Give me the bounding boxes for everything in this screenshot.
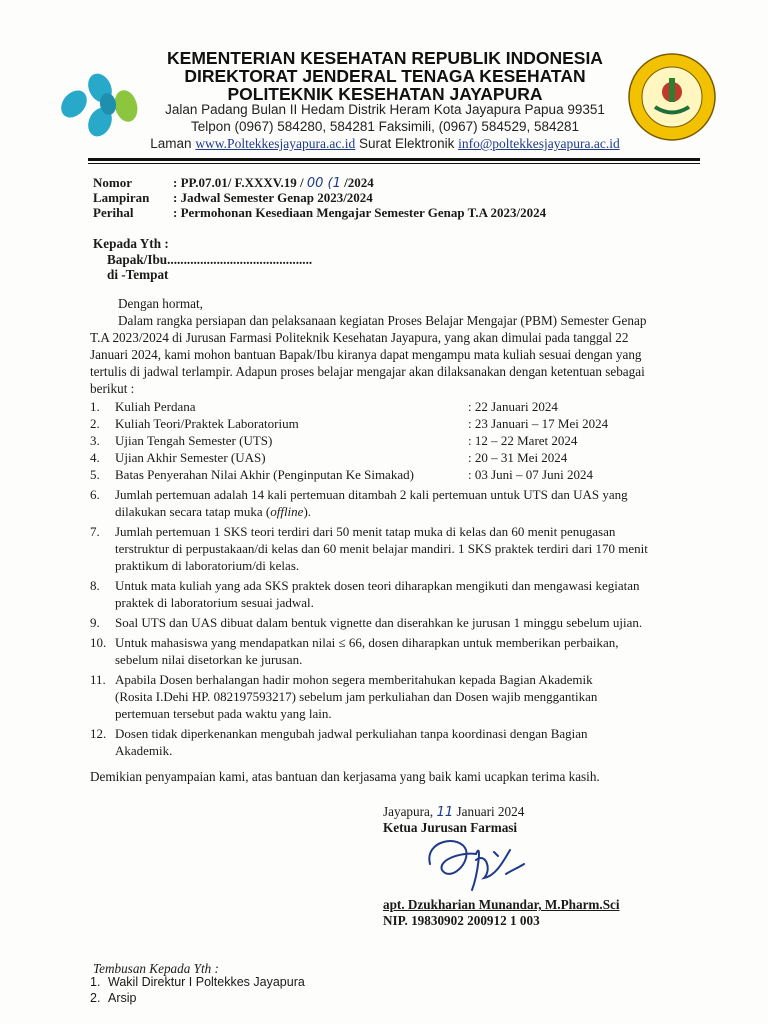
item-number: 9. bbox=[90, 615, 100, 630]
item-number: 2. bbox=[90, 991, 101, 1005]
signature-title: Ketua Jurusan Farmasi bbox=[383, 820, 518, 835]
greeting: Dengan hormat, bbox=[118, 296, 203, 311]
list-item bbox=[90, 725, 690, 759]
list-item bbox=[90, 432, 690, 449]
para-line-2: T.A 2023/2024 di Jurusan Farmasi Politeknik Kesehatan Jayapura, yang akan dimulai pada tanggal 22 bbox=[90, 330, 629, 345]
list-item bbox=[90, 449, 690, 466]
item-line-post: ). bbox=[303, 504, 312, 519]
letterhead-address: Jalan Padang Bulan II Hedam Distrik Heram Kota Jayapura Papua 99351 bbox=[165, 102, 605, 117]
item-number: 11. bbox=[90, 672, 106, 687]
recipient-heading: Kepada Yth : bbox=[93, 236, 169, 251]
place-date-handwritten: 11 bbox=[436, 805, 454, 820]
item-line-emphasis: offline bbox=[270, 504, 304, 519]
item-line: Akademik. bbox=[115, 743, 173, 758]
list-item bbox=[90, 974, 305, 990]
letterhead-ministry: KEMENTERIAN KESEHATAN REPUBLIK INDONESIA bbox=[167, 48, 603, 68]
nomor-year: /2024 bbox=[344, 175, 374, 190]
signatory-nip: NIP. 19830902 200912 1 003 bbox=[383, 913, 540, 928]
item-line-pre: dilakukan secara tatap muka ( bbox=[115, 504, 271, 519]
item-number: 6. bbox=[90, 487, 100, 502]
web-label: Laman bbox=[150, 136, 192, 151]
letterhead-phone: Telpon (0967) 584280, 584281 Faksimili, (0967) 584529, 584281 bbox=[190, 119, 580, 134]
cc-list bbox=[90, 974, 305, 1006]
item-number: 5. bbox=[90, 467, 100, 482]
list-item bbox=[90, 415, 690, 432]
nomor-handwritten: 00 (1 bbox=[306, 176, 341, 191]
item-date: : 22 Januari 2024 bbox=[468, 399, 558, 414]
item-line bbox=[115, 503, 690, 520]
list-item bbox=[90, 486, 690, 520]
letterhead-directorate: DIREKTORAT JENDERAL TENAGA KESEHATAN bbox=[184, 66, 586, 86]
item-line: pertemuan tersebut pada waktu yang lain. bbox=[115, 706, 332, 721]
list-item bbox=[90, 398, 690, 415]
provisions-list bbox=[90, 486, 690, 759]
list-item bbox=[90, 577, 690, 611]
item-label: Ujian Tengah Semester (UTS) bbox=[115, 433, 273, 448]
item-label: Batas Penyerahan Nilai Akhir (Penginputan Ke Simakad) bbox=[115, 467, 414, 482]
nomor-label: Nomor bbox=[93, 175, 132, 190]
item-number: 7. bbox=[90, 524, 100, 539]
item-number: 1. bbox=[90, 399, 100, 414]
item-line: praktek di laboratorium sesuai jadwal. bbox=[115, 595, 314, 610]
institution-seal-icon bbox=[627, 52, 717, 142]
place-date-post: Januari 2024 bbox=[456, 804, 525, 819]
item-line: (Rosita I.Dehi HP. 082197593217) sebelum jam perkuliahan dan Dosen wajib menggantikan bbox=[115, 689, 598, 704]
cc-heading: Tembusan Kepada Yth : bbox=[93, 961, 219, 976]
schedule-list bbox=[90, 398, 690, 483]
item-line: praktikum di laboratorium/di kelas. bbox=[115, 558, 300, 573]
item-label: Ujian Akhir Semester (UAS) bbox=[115, 450, 266, 465]
list-item bbox=[90, 990, 305, 1006]
item-line: Jumlah pertemuan adalah 14 kali pertemuan ditambah 2 kali pertemuan untuk UTS dan UAS yang bbox=[115, 487, 628, 502]
para-line-1: Dalam rangka persiapan dan pelaksanaan kegiatan Proses Belajar Mengajar (PBM) Semester Genap bbox=[118, 313, 647, 328]
email-label: Surat Elektronik bbox=[359, 136, 455, 151]
item-label: Kuliah Perdana bbox=[115, 399, 196, 414]
letterhead-rule-thick bbox=[88, 158, 700, 161]
item-number: 2. bbox=[90, 416, 100, 431]
item-date: : 23 Januari – 17 Mei 2024 bbox=[468, 416, 609, 431]
item-date: : 20 – 31 Mei 2024 bbox=[468, 450, 568, 465]
item-line: Apabila Dosen berhalangan hadir mohon segera memberitahukan kepada Bagian Akademik bbox=[115, 672, 593, 687]
item-line: Untuk mata kuliah yang ada SKS praktek dosen teori diharapkan mengikuti dan mengawasi kegiatan bbox=[115, 578, 640, 593]
letterhead bbox=[0, 0, 768, 160]
item-line: Dosen tidak diperkenankan mengubah jadwal perkuliahan tanpa koordinasi dengan Bagian bbox=[115, 726, 588, 741]
item-number: 8. bbox=[90, 578, 100, 593]
perihal-row bbox=[93, 205, 546, 221]
nomor-row bbox=[93, 175, 374, 191]
list-item bbox=[90, 614, 690, 631]
cc-item-text: Arsip bbox=[108, 991, 137, 1005]
item-number: 10. bbox=[90, 635, 107, 650]
website-link[interactable]: www.Poltekkesjayapura.ac.id bbox=[195, 136, 356, 151]
item-number: 12. bbox=[90, 726, 107, 741]
letterhead-institution: POLITEKNIK KESEHATAN JAYAPURA bbox=[227, 84, 543, 104]
item-date: : 03 Juni – 07 Juni 2024 bbox=[468, 467, 593, 482]
item-date: : 12 – 22 Maret 2024 bbox=[468, 433, 578, 448]
list-item bbox=[90, 466, 690, 483]
item-line: terstruktur di perpustakaan/di kelas dan 60 menit belajar mandiri. 1 SKS praktek terdiri dari 170 menit bbox=[115, 541, 648, 556]
item-line: Jumlah pertemuan 1 SKS teori terdiri dari 50 menit tatap muka di kelas dan 60 menit penugasan bbox=[115, 524, 616, 539]
cc-item-text: Wakil Direktur I Poltekkes Jayapura bbox=[108, 975, 305, 989]
ministry-logo-icon bbox=[52, 70, 148, 144]
nomor-value: : PP.07.01/ F.XXXV.19 / bbox=[173, 175, 304, 190]
place-date-pre: Jayapura, bbox=[383, 804, 434, 819]
list-item bbox=[90, 634, 690, 668]
list-item bbox=[90, 523, 690, 574]
recipient-place: di -Tempat bbox=[107, 267, 169, 282]
letterhead-contact bbox=[130, 136, 640, 152]
lampiran-label: Lampiran bbox=[93, 190, 150, 205]
email-link[interactable]: info@poltekkesjayapura.ac.id bbox=[458, 136, 620, 151]
item-line: Untuk mahasiswa yang mendapatkan nilai ≤ 66, dosen diharapkan untuk memberikan perbaikan, bbox=[115, 635, 619, 650]
para-line-5: berikut : bbox=[90, 381, 135, 396]
lampiran-row bbox=[93, 190, 373, 206]
item-line: sebelum nilai disetorkan ke jurusan. bbox=[115, 652, 303, 667]
item-number: 3. bbox=[90, 433, 100, 448]
letterhead-rule-thin bbox=[88, 163, 700, 164]
signatory-name: apt. Dzukharian Munandar, M.Pharm.Sci bbox=[383, 897, 620, 912]
list-item bbox=[90, 671, 690, 722]
item-number: 4. bbox=[90, 450, 100, 465]
para-line-3: Januari 2024, kami mohon bantuan Bapak/Ibu kiranya dapat mengampu mata kuliah sesuai dengan yang bbox=[90, 347, 642, 362]
perihal-label: Perihal bbox=[93, 205, 134, 220]
item-number: 1. bbox=[90, 975, 101, 989]
handwritten-signature-icon bbox=[420, 830, 530, 896]
item-label: Kuliah Teori/Praktek Laboratorium bbox=[115, 416, 299, 431]
item-line: Soal UTS dan UAS dibuat dalam bentuk vignette dan diserahkan ke jurusan 1 minggu sebelum ujian. bbox=[115, 615, 643, 630]
perihal-value: : Permohonan Kesediaan Mengajar Semester Genap T.A 2023/2024 bbox=[173, 205, 547, 220]
lampiran-value: : Jadwal Semester Genap 2023/2024 bbox=[173, 190, 373, 205]
closing-sentence: Demikian penyampaian kami, atas bantuan dan kerjasama yang baik kami ucapkan terima kasih. bbox=[90, 769, 600, 784]
para-line-4: tertulis di jadwal terlampir. Adapun proses belajar mengajar akan dilaksanakan dengan ketentuan sebagai bbox=[90, 364, 645, 379]
recipient-name: Bapak/Ibu............................................ bbox=[107, 252, 313, 267]
